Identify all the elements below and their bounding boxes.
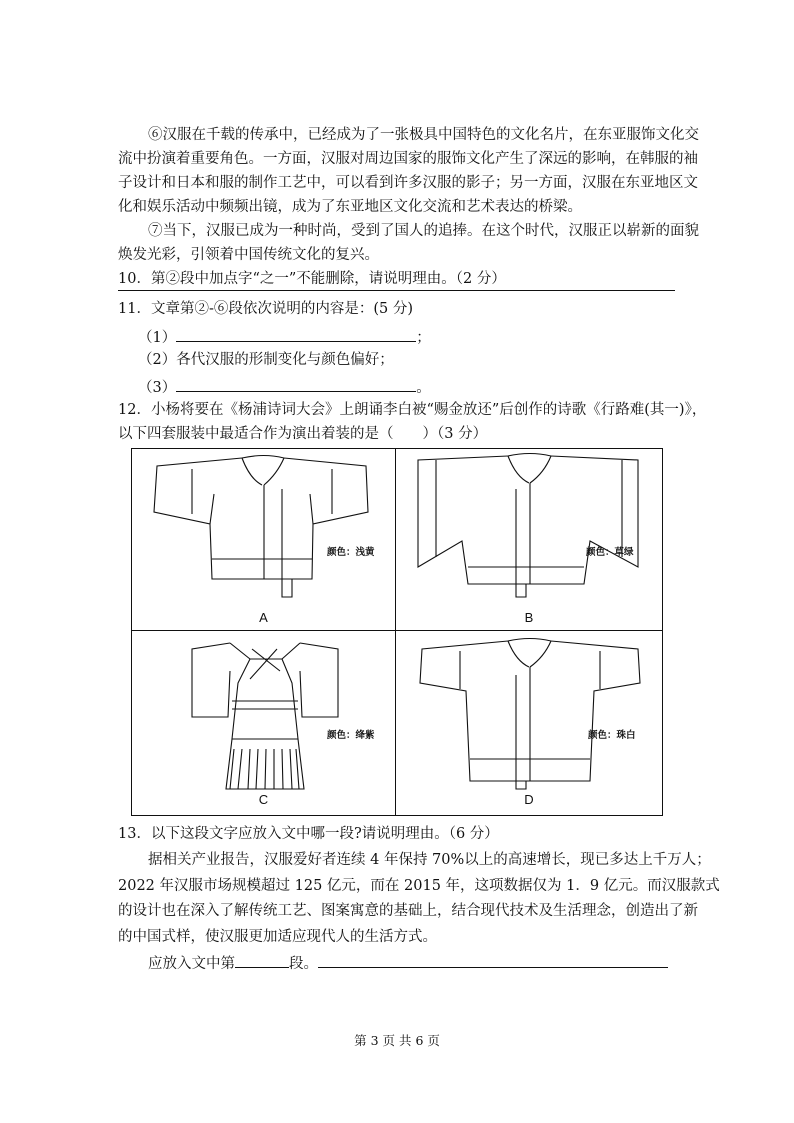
color-label-b: 颜色：草绿 <box>586 547 634 558</box>
passage-p6-line3: 子设计和日本和服的制作工艺中，可以看到许多汉服的影子；另一方面，汉服在东亚地区文 <box>118 175 698 191</box>
item1-label: （1） <box>138 330 177 346</box>
robe-c-drawing <box>132 631 396 815</box>
robe-b-drawing <box>396 449 662 631</box>
color-label-d: 颜色：珠白 <box>588 730 636 741</box>
answer-blank-q11-1[interactable] <box>176 326 416 342</box>
passage-p7-line1: ⑦当下，汉服已成为一种时尚，受到了国人的追捧。在这个时代，汉服正以崭新的面貌 <box>148 223 699 239</box>
option-label-b: B <box>524 610 534 625</box>
q13-para-line3: 的设计也在深入了解传统工艺、图案寓意的基础上，结合现代技术及生活理念，创造出了新 <box>118 903 698 919</box>
answer-mid: 段。 <box>289 956 318 972</box>
passage-p6-line2: 流中扮演着重要角色。一方面，汉服对周边国家的服饰文化产生了深远的影响，在韩服的袖 <box>118 151 698 167</box>
passage-p6-line1: ⑥汉服在千载的传承中，已经成为了一张极具中国特色的文化名片，在东亚服饰文化交 <box>148 127 699 143</box>
color-label-a: 颜色：浅黄 <box>327 547 375 558</box>
item1-end: ； <box>416 330 431 346</box>
option-a[interactable] <box>132 449 396 631</box>
question-11-item2: （2）各代汉服的形制变化与颜色偏好； <box>138 352 394 368</box>
robe-d-drawing <box>396 631 662 815</box>
option-label-c: C <box>258 792 269 807</box>
option-c[interactable] <box>132 631 396 815</box>
item3-label: （3） <box>138 380 177 396</box>
color-label-c: 颜色：绛紫 <box>327 730 375 741</box>
robe-a-drawing <box>132 449 396 631</box>
q13-para-line2: 2022 年汉服市场规模超过 125 亿元，而在 2015 年，这项数据仅为 1．9 亿元。而汉服款式 <box>118 878 720 894</box>
page-footer: 第 3 页 共 6 页 <box>354 1033 440 1048</box>
question-11-item3 <box>138 376 431 397</box>
option-label-d: D <box>524 792 534 807</box>
question-10: 10．第②段中加点字“之一”不能删除，请说明理由。（2 分） <box>118 271 506 287</box>
answer-prefix: 应放入文中第 <box>148 956 235 972</box>
answer-blank-q11-3[interactable] <box>176 376 416 392</box>
answer-blank-paragraph[interactable] <box>235 952 289 968</box>
option-d[interactable] <box>396 631 662 815</box>
question-11-item1 <box>138 326 431 347</box>
question-12-line1: 12．小杨将要在《杨浦诗词大会》上朗诵李白被“赐金放还”后创作的诗歌《行路难(其一)》， <box>118 402 707 418</box>
q13-para-line4: 的中国式样，使汉服更加适应现代人的生活方式。 <box>118 929 437 945</box>
question-13-stem: 13．以下这段文字应放入文中哪一段?请说明理由。（6 分） <box>118 826 499 842</box>
question-11-stem: 11．文章第②-⑥段依次说明的内容是：(5 分) <box>118 301 413 317</box>
q13-answer-line <box>148 952 668 973</box>
option-b[interactable] <box>396 449 662 631</box>
option-label-a: A <box>259 610 268 625</box>
question-12-line2: 以下四套服装中最适合作为演出着装的是（ ）（3 分） <box>118 426 488 442</box>
passage-p6-line4: 化和娱乐活动中频频出镜，成为了东亚地区文化交流和艺术表达的桥梁。 <box>118 199 582 215</box>
passage-p7-line2: 焕发光彩，引领着中国传统文化的复兴。 <box>118 247 379 263</box>
answer-line-q10[interactable] <box>118 290 675 291</box>
item3-end: 。 <box>416 380 431 396</box>
answer-blank-reason[interactable] <box>318 952 668 968</box>
q13-para-line1: 据相关产业报告，汉服爱好者连续 4 年保持 70%以上的高速增长，现已多达上千万人； <box>148 852 711 868</box>
costume-option-grid <box>131 448 663 816</box>
